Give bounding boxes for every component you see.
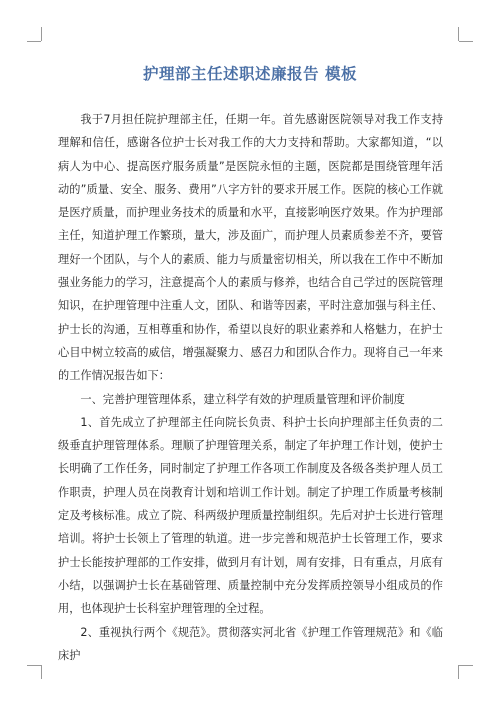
document-body xyxy=(58,108,443,667)
paragraph-intro: 我于7月担任院护理部主任，任期一年。首先感谢医院领导对我工作支持理解和信任，感谢各位护士长对我工作的大力支持和帮助。大家都知道，“以病人为中心、提高医疗服务质量”是医院永恒的主题，医院都是围绕管理年活动的”质量、安全、服务、费用”八字方针的要求开展工作。医院的核心工作就是医疗质量，而护理业务技术的质量和水平，直接影响医疗效果。作为护理部主任，知道护理工作繁琐，量大，涉及面广，而护理人员素质参差不齐，要管理好一个团队，与个人的素质、能力与质量密切相关，所以我在工作中不断加强业务能力的学习，注意提高个人的素质与修养，也结合自己学过的医院管理知识，在护理管理中注重人文，团队、和谐等因素，平时注意加强与科主任、护士长的沟通，互相尊重和协作，希望以良好的职业素养和人格魅力，在护士心目中树立较高的威信，增强凝聚力、感召力和团队合作力。现将自己一年来的工作情况报告如下： xyxy=(58,113,443,383)
crop-mark-top-right xyxy=(459,41,473,42)
paragraph-item-1: 1、首先成立了护理部主任向院长负责、科护士长向护理部主任负责的二级垂直护理管理体系。理顺了护理管理关系，制定了年护理工作计划，使护士长明确了工作任务，同时制定了护理工作各项工作制度及各级各类护理人员工作职责，护理人员在岗教育计划和培训工作计划。制定了护理工作质量考核制定及考核标准。成立了院、科两级护理质量控制组织。先后对护士长进行管理培训。将护士长领上了管理的轨道。进一步完善和规范护士长管理工作，要求护士长能按护理部的工作安排，做到月有计划，周有安排，日有重点，月底有小结，以强调护士长在基础管理、质量控制中充分发挥质控领导小组成员的作用，也体现护士长科室护理管理的全过程。 xyxy=(58,415,443,616)
crop-mark-bottom-right xyxy=(458,665,459,679)
crop-mark-top-right xyxy=(458,27,459,41)
crop-mark-top-left xyxy=(27,41,41,42)
crop-mark-top-left xyxy=(41,27,42,41)
document-title: 护理部主任述职述廉报告 模板 xyxy=(143,65,357,83)
crop-mark-bottom-right xyxy=(459,665,473,666)
section-heading: 一、完善护理管理体系，建立科学有效的护理质量管理和评价制度 xyxy=(80,392,405,406)
paragraph-item-2: 2、重视执行两个《规范》。贯彻落实河北省《护理工作管理规范》和《临床护 xyxy=(58,625,443,662)
crop-mark-bottom-left xyxy=(41,665,42,679)
crop-mark-bottom-left xyxy=(27,665,41,666)
